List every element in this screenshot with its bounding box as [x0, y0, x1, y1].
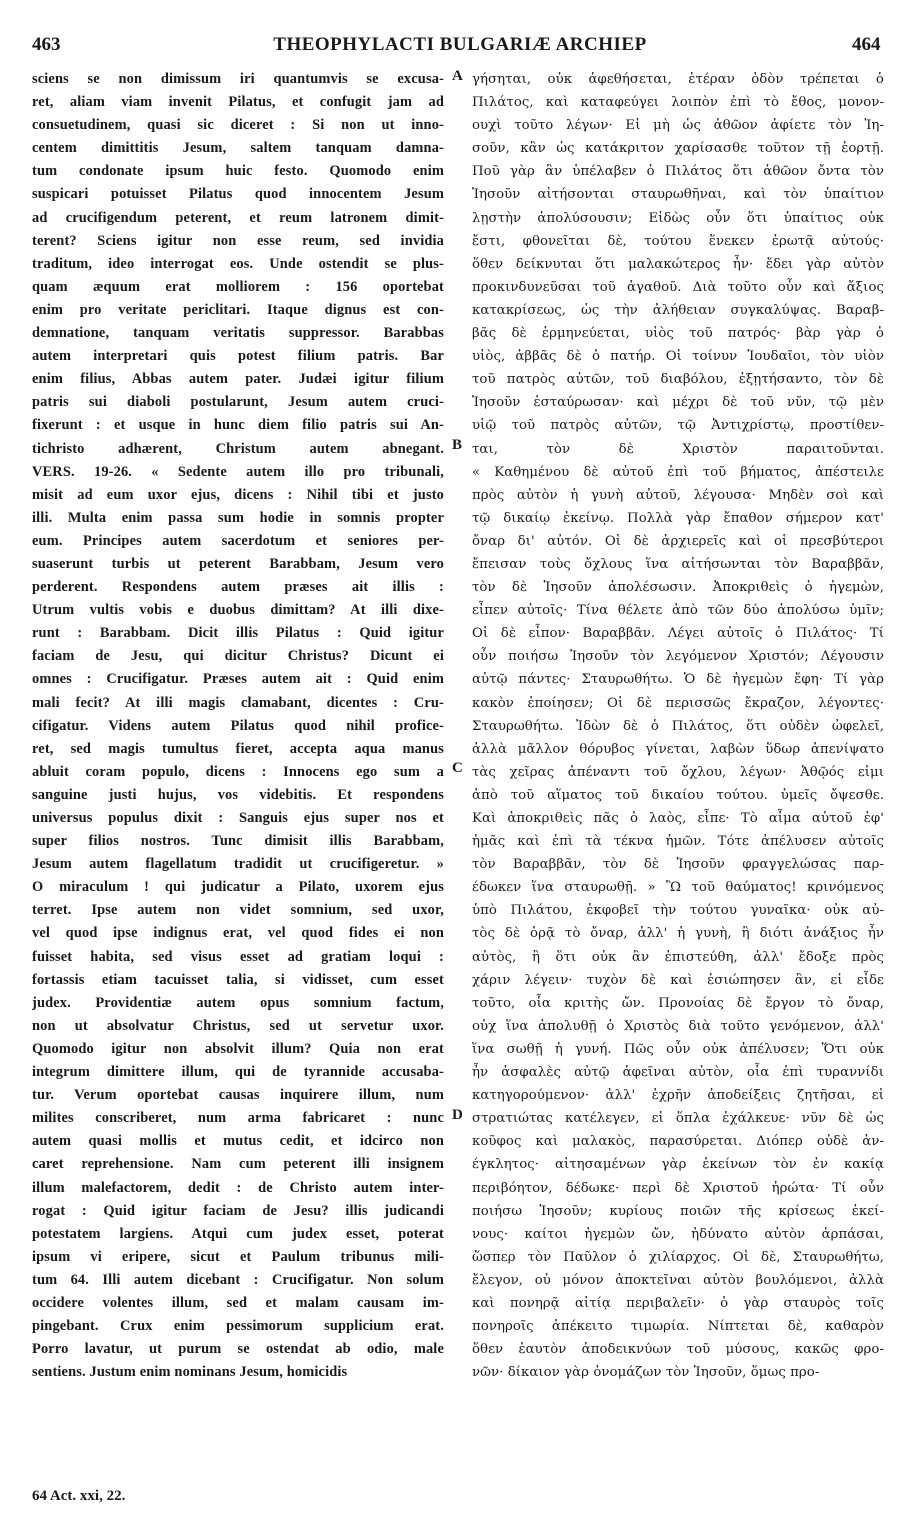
right-page-number: 464 [852, 34, 881, 55]
text-line: κοῦφος καὶ μαλακὸς, παρασύρεται. Διόπερ οὐδὲ ἀν- [472, 1134, 884, 1150]
text-line: integrum dimittere illum, qui de tyrannide accusaba- [32, 1064, 444, 1081]
text-line: ὄναρ δι' αὐτόν. Οἱ δὲ ἀρχιερεῖς καὶ οἱ πρεσβύτεροι [472, 533, 884, 549]
text-line: ret, aliam viam invenit Pilatus, et confugit jam ad [32, 94, 444, 111]
text-line: Ποῦ γὰρ ἂν ὑπέλαβεν ὁ Πιλάτος ὅτι ἀθῶον ὄντα τὸν [472, 164, 884, 180]
text-line: milites conscriberet, num arma fabricaret : nunc [32, 1110, 444, 1127]
text-line: τοῦτο, οἷα κριτὴς ὤν. Προνοίας δὲ ἔργον τὸ ὄναρ, [472, 995, 884, 1011]
text-line: sanguine justi hujus, vos videbitis. Et respondens [32, 786, 444, 803]
text-line: consuetudinem, quasi sic diceret : Si non ut inno- [32, 117, 444, 134]
text-line: ποιήσω Ἰησοῦν; κυρίους ποιῶν τῆς κρίσεως ἐκεί- [472, 1203, 884, 1219]
text-line: λῃστὴν ἀπολύσουσιν; Εἰδὼς οὖν ὅτι ὑπαίτιος οὐκ [472, 210, 884, 226]
text-line: illum malefactorem, dedit : de Christo autem inter- [32, 1179, 444, 1196]
section-marker-a: A [452, 68, 463, 84]
footnote: 64 Act. xxi, 22. [32, 1488, 126, 1504]
text-line: Πιλάτος, καὶ καταφεύγει λοιπὸν ἐπὶ τὸ ἔθος, μονον- [472, 95, 884, 111]
text-line: misit ad eum uxor ejus, dicens : Nihil tibi et justo [32, 486, 444, 503]
text-line: occidere volentes illum, sed et malam causam im- [32, 1294, 444, 1311]
text-line: fixerunt : et usque in hunc diem filio patris sui An- [32, 417, 444, 434]
text-line: demnatione, tanquam veritatis suppressor. Barabbas [32, 325, 444, 342]
text-line: αὐτῷ πάντες· Σταυρωθήτω. Ὁ δὲ ἡγεμὼν ἔφη· Τί γὰρ [472, 672, 884, 688]
text-line: νῶν· δίκαιον γὰρ ὀνομάζων τὸν Ἰησοῦν, ὅμως προ- [472, 1365, 820, 1381]
text-line: pingebant. Crux enim pessimorum supplicium erat. [32, 1318, 444, 1335]
text-line: ἡμᾶς καὶ ἐπὶ τὰ τέκνα ἡμῶν. Τότε ἀπέλυσεν αὐτοῖς [472, 834, 884, 850]
text-line: έδωκεν ἵνα σταυρωθῇ. » Ὢ τοῦ θαύματος! κρινόμενος [472, 880, 884, 896]
text-line: ἔπεισαν τοὺς ὄχλους ἵνα αἰτήσωνται τὸν Βαραββᾶν, [472, 556, 884, 572]
text-line: fortassis etiam tacuisset talia, si vidisset, cum esset [32, 971, 444, 988]
text-line: κατηγορούμενον· ἀλλ' ἐχρῆν ἀποδείξεις ζητῆσαι, εἰ [472, 1088, 884, 1104]
text-line: κατακρίσεως, ὡς τὴν ἀλήθειαν συγκαλύψας. Βαραβ- [472, 302, 884, 318]
text-line: ad crucifigendum peterent, et reum latronem dimit- [32, 209, 444, 226]
text-line: οὐχ ἵνα ἀπολυθῇ ὁ Χριστὸς διὰ τοῦτο γενόμενον, ἀλλ' [472, 1018, 884, 1034]
text-line: χάριν λέγειν· τυχὸν δὲ καὶ ἐσιώπησεν ἂν, εἰ εἶδε [472, 972, 884, 988]
text-line: patris sui diaboli postularunt, Jesum autem cruci- [32, 394, 444, 411]
text-line: ἔλεγον, οὐ μόνον ἀποκτεῖναι αὐτὸν βουλόμενοι, ἀλλὰ [472, 1272, 884, 1288]
text-line: τὰς χεῖρας ἀπέναντι τοῦ ὄχλου, λέγων· Ἀθῷός εἰμι [472, 764, 884, 780]
text-line: illi. Multa enim passa sum hodie in somnis propter [32, 509, 444, 526]
text-line: super filios nostros. Tunc dimisit illis Barabbam, [32, 833, 444, 850]
text-line: sciens se non dimissum iri quantumvis se excusa- [32, 71, 444, 87]
left-page-number: 463 [32, 34, 61, 55]
text-line: suspicari potuisset Pilatus quod innocentem Jesum [32, 186, 444, 203]
text-line: runt : Barabbam. Dicit illis Pilatus : Quid igitur [32, 625, 444, 642]
text-line: εἶπεν αὐτοῖς· Τίνα θέλετε ἀπὸ τῶν δύο ἀπολύσω ὑμῖν; [472, 603, 884, 619]
text-line: sentiens. Justum enim nominans Jesum, homicidis [32, 1364, 348, 1381]
text-line: quam æquum erat molliorem : 156 oportebat [32, 278, 444, 295]
text-line: eum. Principes autem sacerdotum et seniores per- [32, 532, 444, 549]
text-line: centem dimittitis Jesum, saltem tanquam damna- [32, 140, 444, 157]
text-line: περιβόητον, δέδωκε· περὶ δὲ Χριστοῦ ἠρώτα· Τί οὖν [472, 1180, 884, 1196]
text-line: traditum, ideo interrogat eos. Unde ostendit se plus- [32, 255, 444, 272]
text-line: υἱῷ τοῦ πατρὸς αὐτῶν, τῷ Ἀντιχρίστῳ, προστίθεν- [472, 418, 884, 434]
text-line: autem quasi mollis et mutus cedit, et idcirco non [32, 1133, 444, 1150]
text-line: cifigatur. Videns autem Pilatus quod nihil profice- [32, 717, 444, 734]
text-line: υἱὸς, ἀββᾶς δὲ ὁ πατήρ. Οἱ τοίνυν Ἰουδαῖοι, τὸν υἱὸν [472, 349, 884, 365]
text-line: τὸν Βαραββᾶν, τὸν δὲ Ἰησοῦν φραγγελώσας παρ- [472, 857, 884, 873]
text-line: rogat : Quid igitur faciam de Jesu? illis judicandi [32, 1202, 444, 1219]
text-line: Jesum autem flagellatum tradidit ut crucifigeretur. » [32, 856, 444, 873]
text-line: tur. Verum oportebat causas inquirere illum, num [32, 1087, 444, 1104]
text-line: έγκλητος· αἰτησαμένων γὰρ ἐκείνων τὸν ἐν κακίᾳ [472, 1157, 884, 1173]
latin-column [32, 68, 444, 1384]
text-line: tum condonate ipsum huic festo. Quomodo enim [32, 163, 444, 180]
text-line: ipsum vi eripere, sicut et Paulum tribunus mili- [32, 1248, 444, 1265]
text-line: Ἰησοῦν αἰτήσονται σταυρωθῆναι, καὶ τὸν ὑπαίτιον [472, 187, 884, 203]
text-line: ἵνα σωθῇ ἡ γυνή. Πῶς οὖν οὐκ ἀπέλυσεν; Ὅτι οὐκ [472, 1041, 884, 1057]
text-line: τοῦ πατρὸς αὐτῶν, τοῦ διαβόλου, ἐξῃτήσαντο, τὸν δὲ [472, 372, 884, 388]
text-line: potestatem largiens. Atqui cum judex esset, poterat [32, 1225, 444, 1242]
text-line: fuisset habita, sed visus esset ad gratiam loqui : [32, 948, 444, 965]
text-line: πονηροῖς ἀπέκειτο τιμωρία. Νίπτεται δὲ, καθαρὸν [472, 1319, 884, 1335]
text-line: tichristo adhærent, Christum autem abnegant. [32, 440, 444, 457]
text-line: omnes : Crucifigatur. Præses autem ait : Quid enim [32, 671, 444, 688]
text-line: O miraculum ! qui judicatur a Pilato, uxorem ejus [32, 879, 444, 896]
text-line: faciam de Jesu, qui dicitur Christus? Dicunt ei [32, 648, 444, 665]
text-line: τῷ δικαίῳ ἐκείνῳ. Πολλὰ γὰρ ἔπαθον σήμερον κατ' [472, 510, 884, 526]
text-line: Quomodo igitur non absolvit illum? Quia non erat [32, 1040, 444, 1057]
text-line: ἦν ἀσφαλὲς αὐτῷ ἀφεῖναι αὐτὸν, οἷα ἐπὶ τυραννίδι [472, 1065, 884, 1081]
text-line: mali fecit? At illi magis clamabant, dicentes : Cru- [32, 694, 444, 711]
text-line: ret, sed magis tumultus fieret, accepta aqua manus [32, 740, 444, 757]
text-line: abluit coram populo, dicens : Innocens ego sum a [32, 763, 444, 780]
text-line: non ut absolvatur Christus, sed ut servetur uxor. [32, 1017, 444, 1034]
text-line: Utrum vultis vobis e duobus dimittam? At illi dixe- [32, 602, 444, 619]
text-line: πρὸς αὐτὸν ἡ γυνὴ αὐτοῦ, λέγουσα· Μηδὲν σοὶ καὶ [472, 487, 884, 503]
text-line: αὐτὸς, ἢ ὅτι οὐκ ἂν ἐπιστεύθη, ἀλλ' ἔδοξε πρὸς [472, 949, 884, 965]
text-line: Οἱ δὲ εἶπον· Βαραββᾶν. Λέγει αὐτοῖς ὁ Πιλάτος· Τί [472, 626, 884, 642]
text-line: enim filius, Abbas autem pater. Judæi igitur filium [32, 371, 444, 388]
text-line: Καὶ ἀποκριθεὶς πᾶς ὁ λαὸς, εἶπε· Τὸ αἷμα αὐτοῦ ἐφ' [472, 811, 884, 826]
text-line: tum 64. Illi autem dicebant : Crucifigatur. Non solum [32, 1271, 444, 1288]
text-line: VERS. 19-26. « Sedente autem illo pro tribunali, [32, 463, 444, 480]
text-line: ται, τὸν δὲ Χριστὸν παραιτοῦνται. [472, 441, 884, 457]
text-line: κακὸν ἐποίησεν; Οἱ δὲ περισσῶς ἔκραζον, λέγοντες· [472, 695, 884, 711]
text-line: προκινδυνεῦσαι τοῦ ἀγαθοῦ. Διὰ τοῦτο οὖν καὶ ἄξιος [472, 279, 884, 295]
text-line: vel quod ipse indignus erat, vel quod fides ei non [32, 925, 444, 942]
text-line: οὖν ποιήσω Ἰησοῦν τὸν λεγόμενον Χριστόν; Λέγουσιν [472, 649, 884, 665]
text-line: autem interpretari quis potest filium patris. Bar [32, 348, 444, 365]
text-line: terent? Sciens igitur non esse reum, sed invidia [32, 232, 444, 249]
text-line: ἀλλὰ μᾶλλον θόρυβος γίνεται, λαβὼν ὕδωρ ἀπενίψατο [472, 741, 884, 757]
text-line: judex. Providentiæ autem opus somnium factum, [32, 994, 444, 1011]
text-line: terret. Ipse autem non videt somnium, sed uxor, [32, 902, 444, 919]
text-line: ὅθεν ἑαυτὸν ἀποδεικνύων τοῦ μύσους, κακῶς φρο- [472, 1342, 884, 1358]
text-line: universus populus dixit : Sanguis ejus super nos et [32, 810, 444, 826]
text-line: « Καθημένου δὲ αὐτοῦ ἐπὶ τοῦ βήματος, ἀπέστειλε [472, 464, 884, 480]
text-line: caret reprehensione. Nam cum peterent illi insignem [32, 1156, 444, 1173]
text-line: Porro lavatur, ut purum se ostendat ab odio, male [32, 1341, 444, 1358]
text-line: τὸν δὲ Ἰησοῦν ἀπολέσωσιν. Ἀποκριθεὶς ὁ ἡγεμὼν, [472, 580, 884, 596]
text-line: ἔστι, φθονεῖται δὲ, τούτου ἕνεκεν ἐρωτᾷ αὐτούς· [472, 233, 884, 249]
text-line: ἀπὸ τοῦ αἵματος τοῦ δικαίου τούτου. ὑμεῖς ὄψεσθε. [472, 787, 884, 803]
text-line: Σταυρωθήτω. Ἰδὼν δὲ ὁ Πιλάτος, ὅτι οὐδὲν ὠφελεῖ, [472, 718, 884, 734]
text-line: perderent. Respondens autem præses ait illis : [32, 579, 444, 596]
text-line: βᾶς δὲ ἑρμηνεύεται, υἱὸς τοῦ πατρός· βὰρ γὰρ ὁ [472, 326, 884, 342]
section-marker-b: B [452, 437, 463, 453]
section-marker-d: D [452, 1107, 463, 1123]
text-line: στρατιώτας κατέλεγεν, εἰ ὅπλα ἐχάλκευε· νῦν δὲ ὡς [472, 1111, 884, 1127]
text-line: καὶ πονηρᾷ αἰτίᾳ περιβαλεῖν· ὁ γὰρ σταυρὸς τοῖς [472, 1295, 884, 1311]
text-line: τὸς δὲ ὁρᾷ τὸ ὄναρ, ἀλλ' ἡ γυνὴ, ἢ διότι ἀνάξιος ἦν [472, 926, 884, 942]
running-title: THEOPHYLACTI BULGARIÆ ARCHIEP [273, 34, 647, 55]
text-line: suaserunt turbis ut peterent Barabbam, Jesum vero [32, 555, 444, 572]
text-line: γήσηται, οὐκ ἀφεθήσεται, ἑτέραν ὁδὸν τρέπεται ὁ [472, 72, 884, 87]
text-line: ὥσπερ τὸν Παῦλον ὁ χιλίαρχος. Οἱ δὲ, Σταυρωθήτω, [472, 1249, 884, 1265]
text-line: νους· καίτοι ἡγεμὼν ὤν, ἠδύνατο αὐτὸν ἁρπάσαι, [472, 1226, 884, 1242]
text-line: ουχὶ τοῦτο λέγων· Εἰ μὴ ὡς ἀθῶον ἀφίετε τὸν Ἰη- [472, 118, 884, 134]
text-line: Ἰησοῦν ἐσταύρωσαν· καὶ μέχρι δὲ τοῦ νῦν, τῷ μὲν [472, 395, 884, 411]
text-line: σοῦν, κἂν ὡς κατάκριτον χαρίσασθε τοῦτον τῇ ἑορτῇ. [472, 141, 884, 157]
greek-column [472, 68, 884, 1384]
text-line: enim pro veritate periclitari. Itaque dignus est con- [32, 301, 444, 318]
section-marker-c: C [452, 760, 463, 776]
text-line: ὅθεν δείκνυται ὅτι μαλακώτερος ἦν· ἔδει γὰρ αὐτὸν [472, 256, 884, 272]
text-line: ὑπὸ Πιλάτου, ἐκφοβεῖ τὴν τούτου γυναῖκα· οὐκ αὐ- [472, 903, 884, 919]
